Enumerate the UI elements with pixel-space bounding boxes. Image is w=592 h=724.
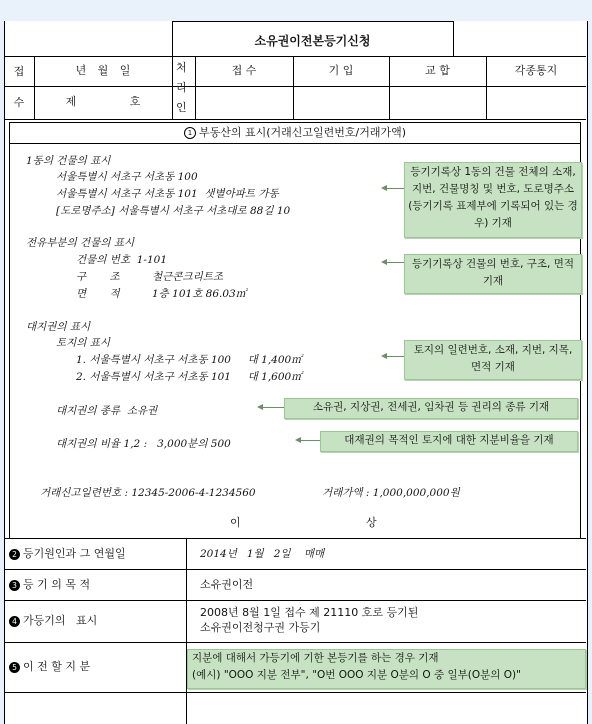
receipt-col-4: 각종통지: [514, 64, 558, 77]
number-circle: 1: [184, 127, 196, 139]
section1-left-border: [9, 122, 10, 538]
note-unit: 등기기록상 건물의 번호, 구조, 면적 기재: [404, 254, 582, 294]
number-badge: 5: [9, 662, 20, 673]
row-share-label-text: 이 전 할 지 분: [23, 660, 91, 673]
deal-number: 거래신고일련번호 : 12345-2006-4-1234560: [40, 487, 256, 499]
building-line-3: [도로명주소] 서울특별시 서초구 서초대로 88길 10: [56, 205, 291, 217]
unit-title: 전유부분의 건물의 표시: [26, 237, 135, 249]
row-share-note: [187, 649, 586, 689]
receipt-jeop: 접: [13, 65, 25, 78]
row-share-note-line-1: 지분에 대해서 가등기에 기한 본등기를 하는 경우 기재: [192, 652, 439, 664]
right-ratio: 대지권의 비율 1,2 : 3,000분의 500: [56, 438, 231, 450]
section1-header: [9, 126, 581, 140]
row-provisional-value-1: 2008년 8월 1일 접수 제 21110 호로 등기된: [200, 606, 419, 619]
note-right-kind: 소유권, 지상권, 전세권, 임차권 등 권리의 종류 기재: [284, 398, 578, 419]
right-kind: 대지권의 종류 소유권: [56, 405, 158, 417]
section1-header-text: 부동산의 표시(거래신고일련번호/거래가액): [198, 126, 407, 139]
row-border: [4, 569, 586, 570]
title-top-border: [172, 21, 453, 22]
receipt-date: 년 월 일: [75, 64, 131, 77]
building-line-1: 서울특별시 서초구 서초동 100: [56, 171, 198, 183]
note-arrow-4: [262, 407, 284, 408]
row-cause-value: 2014년 1월 2일 매매: [200, 548, 325, 560]
note-arrow-1: [386, 188, 404, 189]
form-title: 소유권이전본등기신청: [254, 34, 371, 48]
row-share-note-line-2: (예시) "OOO 지분 전부", "O번 OOO 지분 O분의 O 중 일부(O분의 O)": [192, 669, 521, 681]
receipt-col-header-border: [195, 86, 586, 87]
row-provisional-label: [9, 614, 97, 628]
end-mark-1: 이: [230, 516, 241, 529]
row-border: [4, 642, 586, 643]
row-provisional-value-2: 소유권이전청구권 가등기: [200, 621, 321, 634]
title-right-border: [453, 21, 454, 56]
row-purpose-value: 소유권이전: [200, 578, 254, 591]
note-arrow-3: [386, 356, 404, 357]
deal-price: 거래가액 : 1,000,000,000원: [322, 487, 460, 499]
unit-area-value: 1층 101호 86.03㎡: [152, 288, 247, 300]
land-subtitle: 토지의 표시: [56, 337, 111, 349]
receipt-process: 처리인: [176, 61, 187, 114]
land-line-1: 1. 서울특별시 서초구 서초동 100 대 1,400㎡: [76, 354, 302, 366]
unit-area-label: 면 적: [76, 288, 120, 300]
section1-top-inner: [9, 122, 581, 123]
receipt-mid-border: [4, 86, 195, 87]
number-badge: 3: [9, 580, 20, 591]
land-title: 대지권의 표시: [26, 321, 91, 333]
receipt-col-2: 기 입: [328, 64, 354, 77]
unit-number: 건물의 번호 1-101: [76, 254, 167, 266]
row-provisional-label-text: 가등기의 표시: [23, 614, 98, 627]
number-badge: 4: [9, 616, 20, 627]
row-share-label: [9, 660, 90, 674]
receipt-bottom-border: [4, 119, 586, 120]
row-purpose-label: [9, 578, 90, 592]
receipt-divider: [172, 56, 173, 119]
note-arrow-2: [386, 262, 404, 263]
row-purpose-label-text: 등 기 의 목 적: [23, 578, 91, 591]
unit-structure-value: 철근콘크리트조: [152, 271, 224, 283]
receipt-top-border: [4, 56, 586, 57]
receipt-col-1: 접 수: [231, 64, 257, 77]
note-land: 토지의 일련번호, 소재, 지번, 지목, 면적 기재: [404, 340, 582, 380]
note-right-ratio: 대재권의 목적인 토지에 대한 지분비율을 기재: [320, 431, 578, 452]
end-mark-2: 상: [366, 516, 377, 529]
row-border: [4, 600, 586, 601]
receipt-col-3: 교 합: [425, 64, 450, 77]
note-building: 등기기록상 1동의 건물 전체의 소재, 지번, 건물명칭 및 번호, 도로명주소(등기기록 표제부에 기록되어 있는 경우) 기재: [404, 162, 582, 238]
row-cause-label: [9, 547, 126, 561]
receipt-su: 수: [13, 96, 25, 109]
unit-structure-label: 구 조: [76, 271, 120, 283]
land-line-2: 2. 서울특별시 서초구 서초동 101 대 1,600㎡: [76, 371, 302, 383]
number-badge: 2: [9, 549, 20, 560]
row-divider: [186, 538, 187, 724]
row-cause-label-text: 등기원인과 그 연월일: [23, 547, 126, 560]
row-border: [4, 692, 586, 693]
row-border: [4, 538, 586, 539]
building-line-2: 서울특별시 서초구 서초동 101 샛별아파트 가동: [56, 188, 279, 200]
section1-header-border: [9, 143, 581, 144]
note-arrow-5: [300, 440, 320, 441]
building-title: 1동의 건물의 표시: [26, 155, 111, 167]
receipt-number: 제 호: [65, 95, 141, 108]
